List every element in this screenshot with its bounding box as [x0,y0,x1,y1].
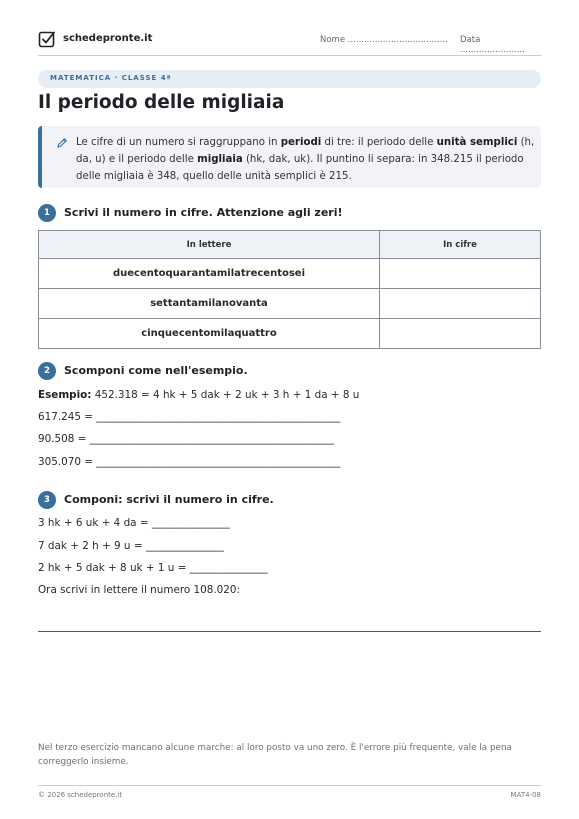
name-field-label[interactable]: Nome ..................................... [320,35,448,45]
exercise-title: Componi: scrivi il numero in cifre. [64,493,274,506]
table-row [39,319,541,349]
intro-box [38,126,541,188]
date-field-label[interactable]: Data ........................ [460,35,525,55]
table-row [39,289,541,319]
number-in-words: cinquecentomilaquattro [39,319,380,349]
table-header-row [39,231,541,259]
pencil-icon [56,137,68,149]
exercise-number-badge: 2 [38,362,56,380]
column-header-letters: In lettere [39,231,380,259]
answer-cell[interactable] [380,319,541,349]
exercise-number-badge: 1 [38,204,56,222]
subject-bar [38,70,541,88]
composition-line[interactable]: 2 hk + 5 dak + 8 uk + 1 u = _______________ [38,562,268,574]
words-prompt: Ora scrivi in lettere il numero 108.020: [38,584,241,596]
answer-cell[interactable] [380,289,541,319]
footer-divider [38,785,541,786]
sheet-code: MAT4-08 [510,791,541,799]
brand-name: schedepronte.it [63,33,153,44]
checkbox-logo-icon [38,30,56,48]
number-in-words: settantamilanovanta [39,289,380,319]
page-header [38,30,541,56]
number-in-words: duecentoquarantamilatrecentosei [39,259,380,289]
answer-cell[interactable] [380,259,541,289]
exercise-title: Scrivi il numero in cifre. Attenzione agli zeri! [64,206,343,219]
table-row [39,259,541,289]
composition-line[interactable]: 7 dak + 2 h + 9 u = _______________ [38,540,224,552]
decomposition-line[interactable]: 305.070 = _______________________________________________ [38,456,341,468]
conversion-table [38,230,541,349]
decomposition-line[interactable]: 617.245 = _______________________________________________ [38,411,341,423]
exercise-number-badge: 3 [38,491,56,509]
decomposition-line[interactable]: 90.508 = _______________________________________________ [38,433,334,445]
column-header-digits: In cifre [380,231,541,259]
answer-write-line[interactable] [38,631,541,632]
teacher-note: Nel terzo esercizio mancano alcune marche: al loro posto va uno zero. È l'errore più frequente, vale la pena correggerlo insieme. [38,743,512,767]
exercise-title: Scomponi come nell'esempio. [64,364,248,377]
composition-line[interactable]: 3 hk + 6 uk + 4 da = _______________ [38,517,230,529]
subject-label: MATEMATICA · CLASSE 4ª [50,74,172,82]
example-line: Esempio: 452.318 = 4 hk + 5 dak + 2 uk + 3 h + 1 da + 8 u [38,389,360,401]
intro-text: Le cifre di un numero si raggruppano in periodi di tre: il periodo delle unità semplici (h, da, u) e il periodo delle migliaia (hk, dak, uk). Il puntino li separa: in 348.215 il periodo delle migliaia è 348, quello delle unità semplici è 215. [76,137,535,182]
page-title: Il periodo delle migliaia [38,92,285,113]
copyright: © 2026 schedepronte.it [38,791,123,799]
